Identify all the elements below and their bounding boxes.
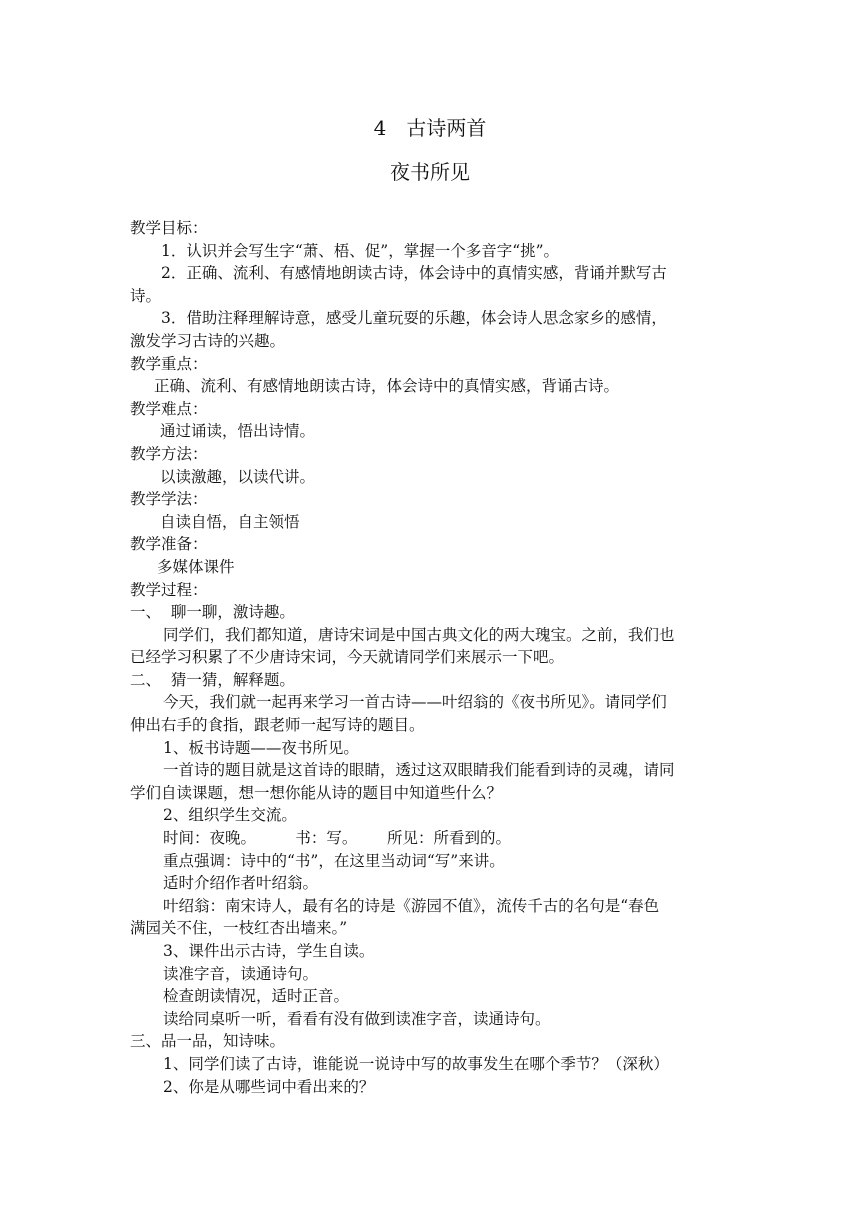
section-2-paragraph: 今天，我们就一起再来学习一首古诗——叶绍翁的《夜书所见》。请同学们 (163, 693, 667, 712)
section-1-paragraph-continued: 已经学习积累了不少唐诗宋词，今天就请同学们来展示一下吧。 (130, 648, 565, 667)
heading-difficulties: 教学难点： (130, 399, 208, 418)
step-3: 3、课件出示古诗，学生自读。 (163, 942, 375, 960)
emphasis-note: 重点强调：诗中的“书”，在这里当动词“写”来讲。 (163, 851, 505, 870)
step-2: 2、组织学生交流。 (163, 806, 297, 825)
title-explanation: 时间：夜晚。 书：写。 所见：所看到的。 (163, 829, 511, 848)
poem-title: 夜书所见 (390, 160, 470, 184)
step-1-paragraph: 一首诗的题目就是这首诗的眼睛，透过这双眼睛我们能看到诗的灵魂，请同 (163, 761, 675, 780)
lesson-title: 4 古诗两首 (373, 116, 487, 140)
goal-1: 1．认识并会写生字“萧、梧、促”，掌握一个多音字“挑”。 (161, 241, 560, 260)
question-1: 1、同学们读了古诗，谁能说一说诗中写的故事发生在哪个季节？（深秋） (163, 1054, 669, 1073)
step-1: 1、板书诗题——夜书所见。 (163, 738, 359, 757)
heading-process: 教学过程： (130, 580, 208, 599)
heading-teaching-goals: 教学目标： (130, 219, 208, 237)
check-reading: 检查朗读情况，适时正音。 (163, 987, 350, 1006)
goal-3-continued: 激发学习古诗的兴趣。 (130, 331, 286, 350)
goal-2: 2．正确、流利、有感情地朗读古诗，体会诗中的真情实感，背诵并默写古 (161, 264, 667, 283)
heading-key-points: 教学重点： (130, 354, 208, 373)
step-1-paragraph-continued: 学们自读课题，想一想你能从诗的题目中知道些什么？ (130, 783, 503, 802)
lesson-body (130, 217, 730, 1098)
heading-teaching-method: 教学方法： (130, 444, 208, 463)
heading-learning-method: 教学学法： (130, 490, 208, 509)
goal-2-continued: 诗。 (130, 286, 162, 305)
key-points-text: 正确、流利、有感情地朗读古诗，体会诗中的真情实感，背诵古诗。 (154, 377, 620, 396)
preparation-text: 多媒体课件 (157, 557, 235, 576)
author-bio-continued: 满园关不住，一枝红杏出墙来。” (130, 919, 348, 938)
goal-3: 3．借助注释理解诗意，感受儿童玩耍的乐趣，体会诗人思念家乡的感情， (161, 309, 667, 328)
teaching-method-text: 以读激趣，以读代讲。 (160, 467, 316, 486)
read-accurately: 读准字音，读通诗句。 (163, 964, 319, 983)
heading-preparation: 教学准备： (130, 535, 208, 554)
author-bio: 叶绍翁：南宋诗人，最有名的诗是《游园不值》，流传千古的名句是“春色 (163, 896, 660, 915)
section-1-heading: 一、 聊一聊，激诗趣。 (130, 603, 295, 622)
learning-method-text: 自读自悟，自主领悟 (160, 512, 300, 531)
section-2-heading: 二、 猜一猜，解释题。 (130, 670, 295, 689)
section-1-paragraph: 同学们，我们都知道，唐诗宋词是中国古典文化的两大瑰宝。之前，我们也 (163, 625, 675, 644)
read-to-partner: 读给同桌听一听，看看有没有做到读准字音，读通诗句。 (163, 1009, 551, 1028)
author-intro: 适时介绍作者叶绍翁。 (163, 874, 319, 893)
section-2-paragraph-continued: 伸出右手的食指，跟老师一起写诗的题目。 (130, 716, 425, 735)
question-2: 2、你是从哪些词中看出来的？ (163, 1077, 375, 1096)
section-3-heading: 三、品一品，知诗味。 (130, 1032, 286, 1051)
difficulties-text: 通过诵读，悟出诗情。 (160, 422, 316, 441)
